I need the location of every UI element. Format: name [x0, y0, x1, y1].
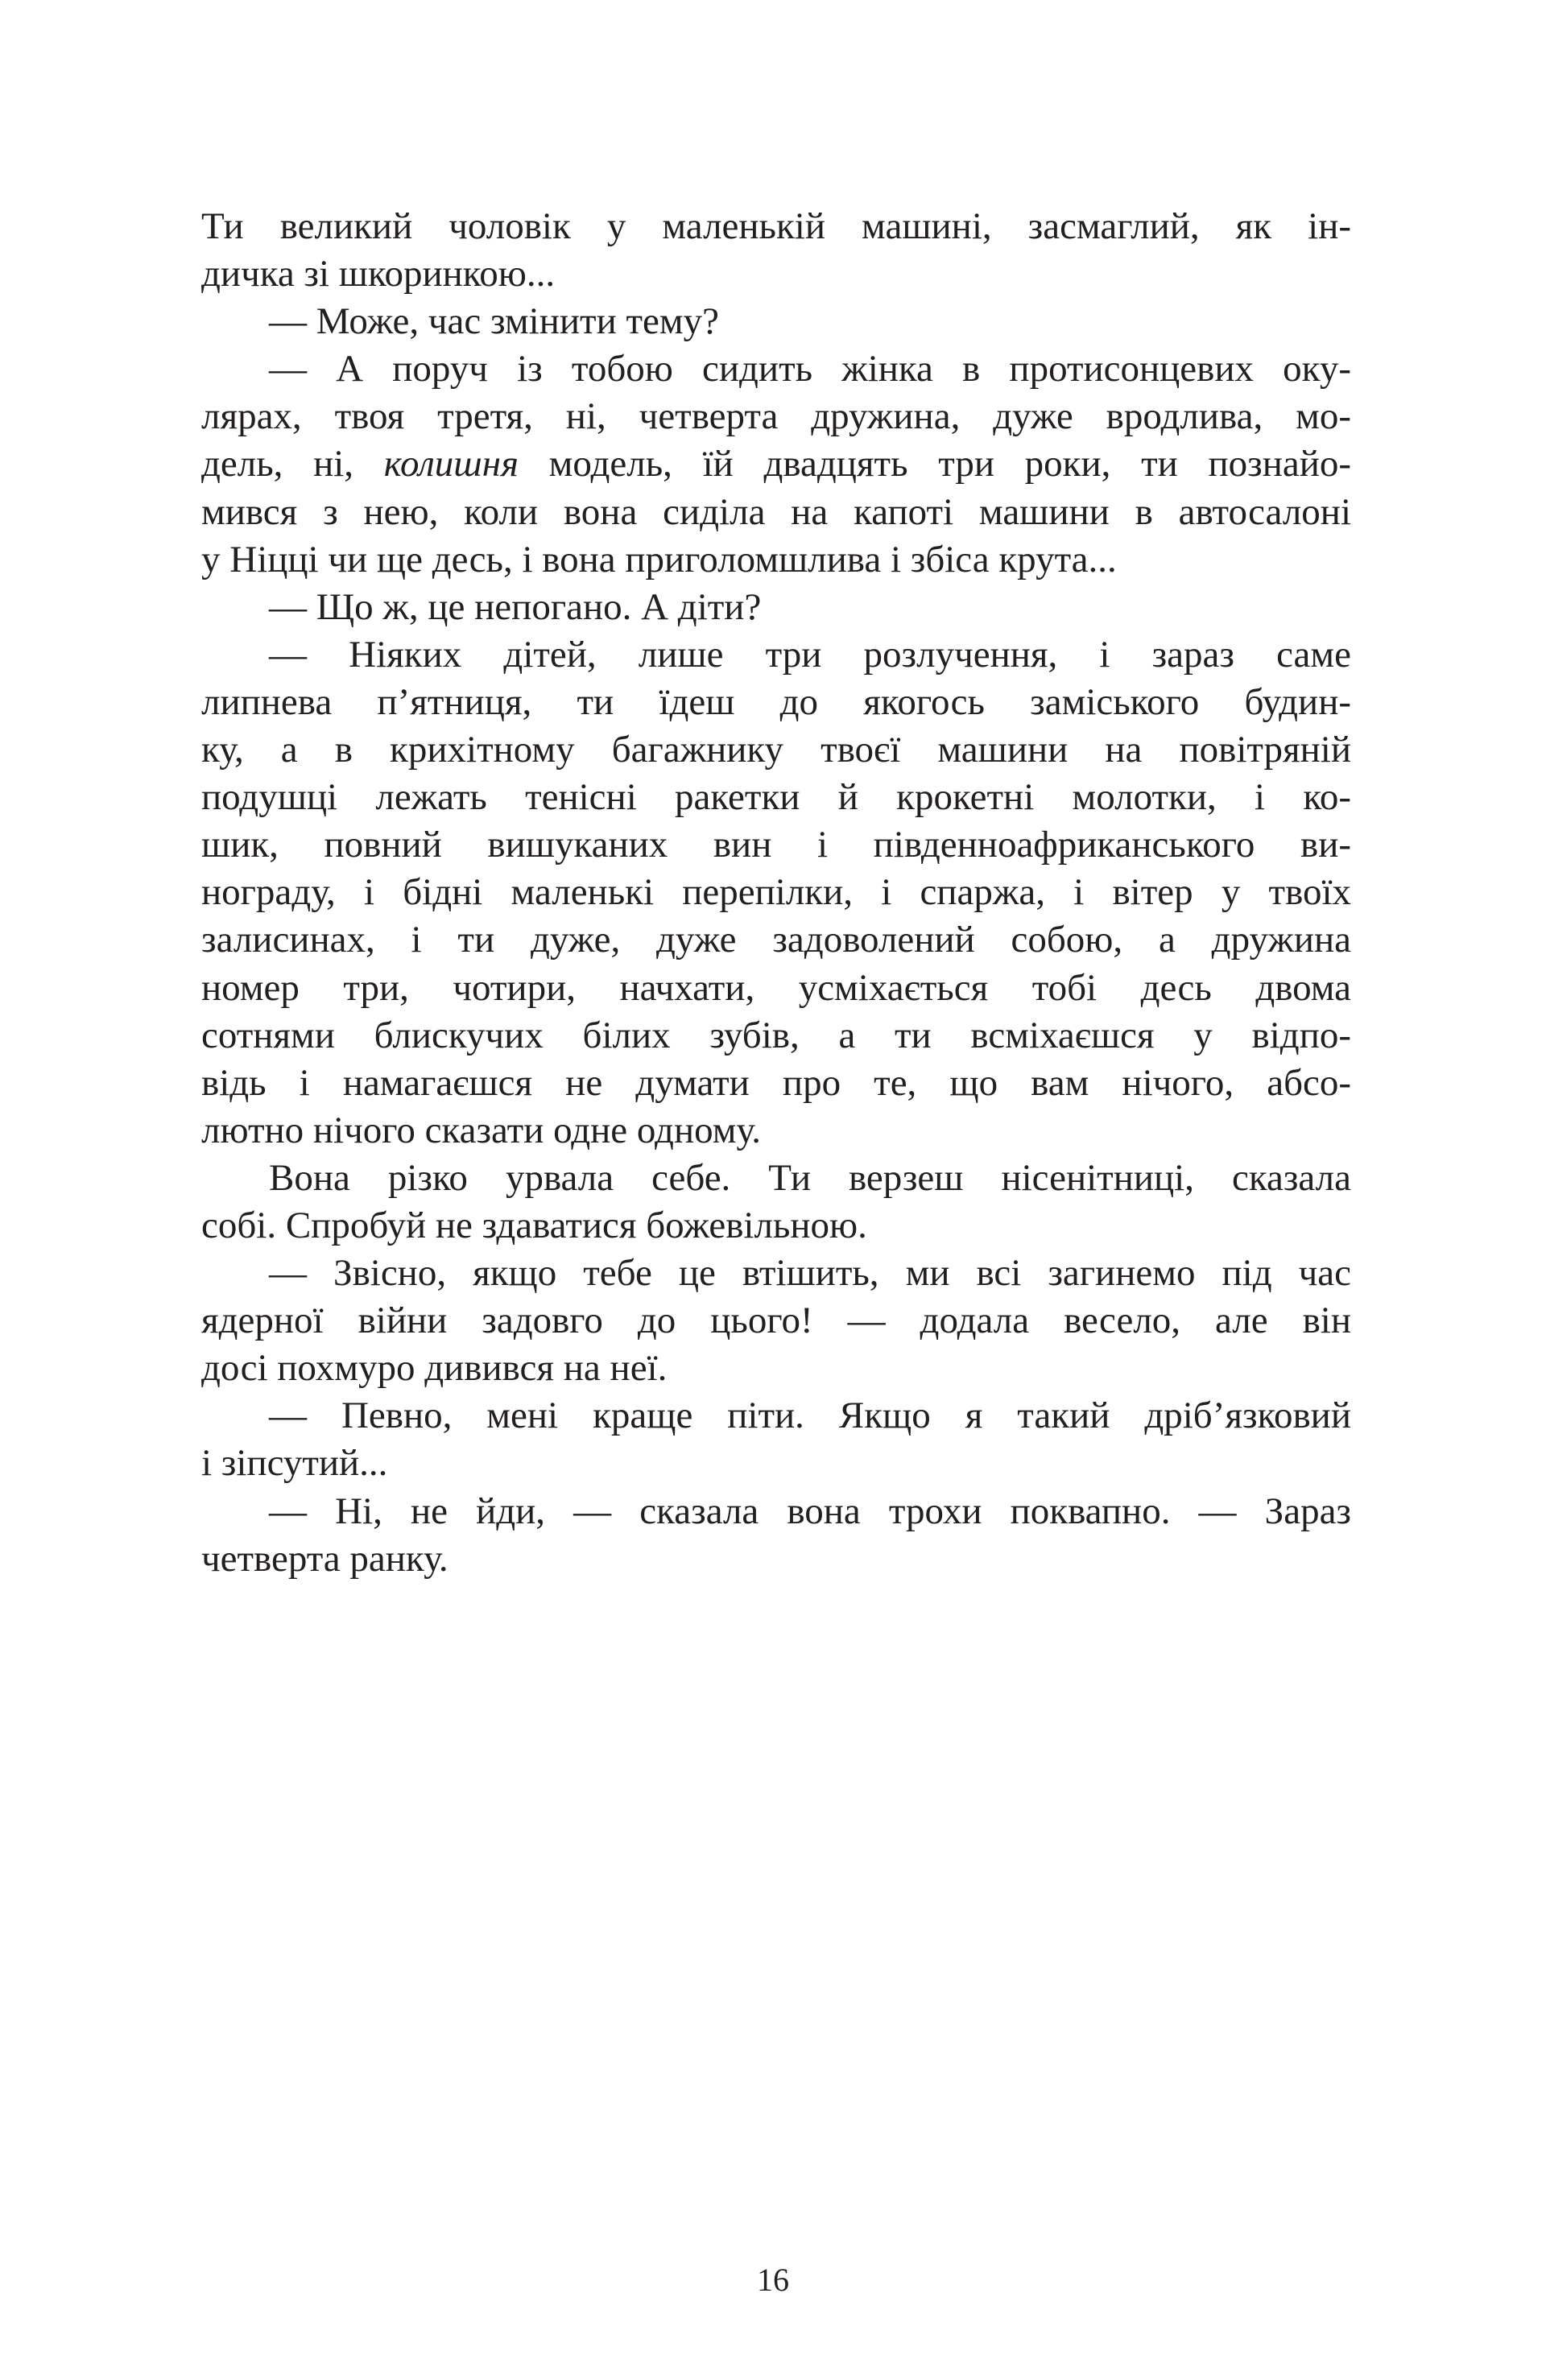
- text-line: відь і намагаєшся не думати про те, що вам нічого, абсо-: [201, 1061, 1351, 1104]
- text-line: лютно нічого сказати одне одному.: [201, 1109, 762, 1151]
- text-line: ку, а в крихітному багажнику твоєї машини на повітряній: [201, 729, 1351, 771]
- paragraph: [201, 203, 1351, 298]
- text-line: лярах, твоя третя, ні, четверта дружина, дуже вродлива, мо-: [201, 395, 1351, 438]
- paragraph: [201, 298, 1351, 345]
- text-line: у Ніцці чи ще десь, і вона приголомшлива і збіса крута...: [201, 538, 1117, 581]
- paragraph: [201, 631, 1351, 1155]
- text-line: шик, повний вишуканих вин і південноафриканського ви-: [201, 824, 1351, 866]
- text-line: досі похмуро дивився на неї.: [201, 1347, 668, 1390]
- text-line: собі. Спробуй не здаватися божевільною.: [201, 1204, 867, 1246]
- paragraph: [201, 584, 1351, 631]
- text-line: липнева п’ятниця, ти їдеш до якогось заміського будин-: [201, 680, 1351, 723]
- text-line: мився з нею, коли вона сиділа на капоті машини в автосалоні: [201, 490, 1351, 533]
- text-line: [201, 440, 1351, 488]
- text-line: нограду, і бідні маленькі перепілки, і спаржа, і вітер у твоїх: [201, 871, 1351, 914]
- text-line: — Певно, мені краще піти. Якщо я такий дріб’язковий: [269, 1395, 1351, 1437]
- text-line: Вона різко урвала себе. Ти верзеш нісенітниці, сказала: [269, 1156, 1351, 1199]
- text-line: — Звісно, якщо тебе це втішить, ми всі загинемо під час: [269, 1252, 1351, 1295]
- paragraph: [201, 1155, 1351, 1250]
- text-line: залисинах, і ти дуже, дуже задоволений собою, а дружина: [201, 919, 1351, 961]
- text-line: — Ніяких дітей, лише три розлучення, і зараз саме: [269, 633, 1351, 676]
- paragraph: [201, 1488, 1351, 1583]
- text-line: — Ні, не йди, — сказала вона трохи поквапно. — Зараз: [269, 1490, 1351, 1532]
- text-line: Ти великий чоловік у маленькій машині, засмаглий, як ін-: [201, 205, 1351, 247]
- paragraph: [201, 345, 1351, 583]
- text-line: подушці лежать тенісні ракетки й крокетні молотки, і ко-: [201, 776, 1351, 819]
- body-text: [201, 203, 1351, 1583]
- paragraph: [201, 1250, 1351, 1392]
- text-segment: дель, ні,: [201, 443, 384, 486]
- text-segment: модель, їй двадцять три роки, ти познайо-: [518, 443, 1352, 486]
- paragraph: [201, 1392, 1351, 1487]
- text-line: — Може, час змінити тему?: [269, 300, 719, 343]
- text-line: — Що ж, це непогано. А діти?: [269, 585, 762, 628]
- text-line: четверта ранку.: [201, 1537, 449, 1580]
- text-line: сотнями блискучих білих зубів, а ти всміхаєшся у відпо-: [201, 1014, 1351, 1056]
- italic-word: колишня: [383, 443, 519, 486]
- text-line: — А поруч із тобою сидить жінка в протисонцевих оку-: [269, 348, 1351, 390]
- text-line: ядерної війни задовго до цього! — додала весело, але він: [201, 1299, 1351, 1342]
- page-number: 16: [757, 2262, 789, 2298]
- text-line: і зіпсутий...: [201, 1442, 388, 1485]
- text-line: дичка зі шкоринкою...: [201, 253, 556, 295]
- text-line: номер три, чотири, начхати, усміхається тобі десь двома: [201, 966, 1351, 1009]
